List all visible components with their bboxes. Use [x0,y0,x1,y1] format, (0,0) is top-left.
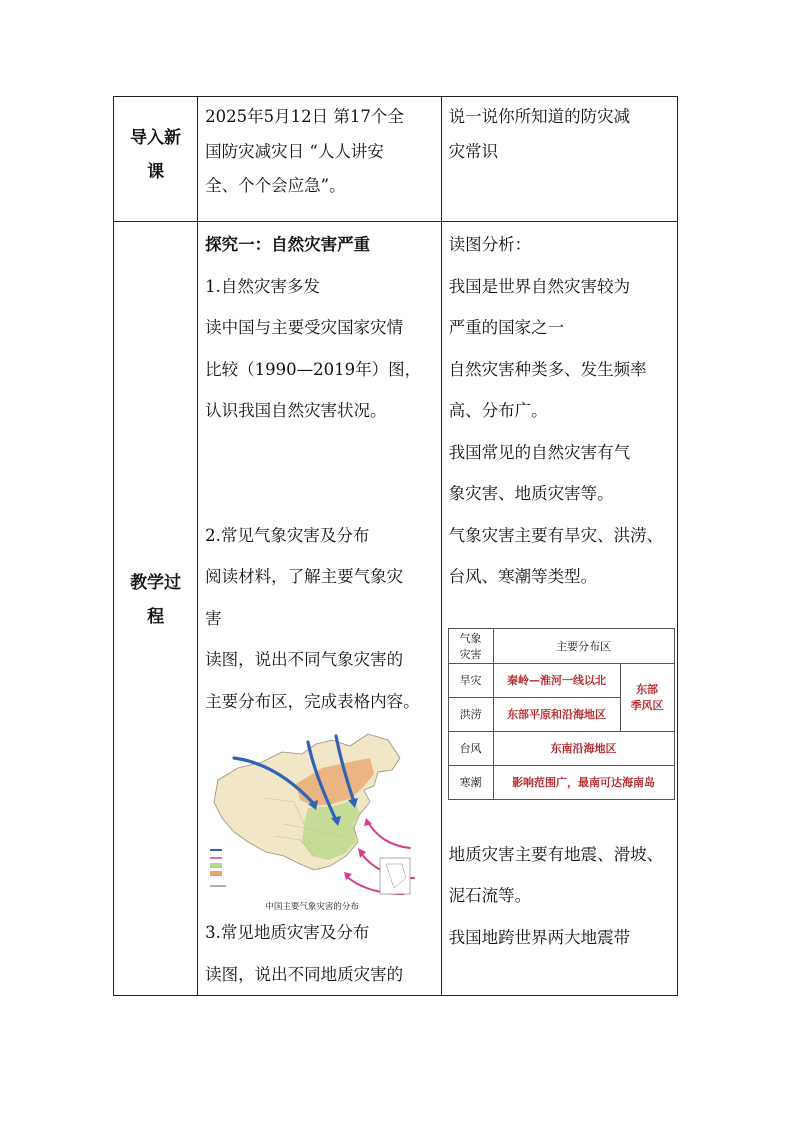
process-content-line: 读中国与主要受灾国家灾情 [205,318,404,337]
process-content-line: 1.自然灾害多发 [205,276,320,296]
section-heading: 探究一：自然灾害严重 [205,235,371,254]
dist-header-row [448,628,674,663]
dist-row [448,731,674,765]
map-caption: 中国主要气象灾害的分布 [265,902,359,912]
activity-line: 严重的国家之一 [448,318,565,337]
activity-line: 象灾害、地质灾害等。 [448,484,614,503]
dist-type: 台风 [448,731,493,765]
map-legend [210,850,226,886]
process-label-line: 程 [147,607,165,627]
intro-content-line: 全、个个会应急”。 [205,176,346,195]
activity-line: 读图分析： [448,235,532,254]
intro-row [114,97,678,222]
process-content-line: 比较（1990—2019年）图， [205,359,422,379]
dist-row [448,765,674,799]
dist-row [448,663,674,697]
intro-activity-line: 灾常识 [448,141,499,161]
intro-label-line: 导入新 [130,128,182,148]
dist-area: 秦岭—淮河一线以北 [493,663,620,697]
process-content-line: 害 [205,608,222,628]
intro-activity-line: 说一说你所知道的防灾减 [448,107,631,126]
activity-line: 台风、寒潮等类型。 [448,567,598,586]
activity-line: 我国常见的自然灾害有气 [448,442,631,462]
dist-type: 洪涝 [448,697,493,731]
intro-label [114,97,197,189]
dist-area: 东部平原和沿海地区 [493,697,620,731]
process-label [114,222,197,634]
activity-line: 泥石流等。 [448,886,532,905]
dist-area: 东南沿海地区 [493,731,674,765]
china-map-image [204,728,420,898]
weather-disaster-distribution-table [448,628,675,800]
process-content-cell [198,222,441,996]
intro-content-line: 2025年5月12日 第17个全 [205,107,404,126]
process-content-line: 读图，说出不同地质灾害的 [205,964,404,984]
process-label-line: 教学过 [130,573,182,593]
intro-content-line: 国防灾减灾日 “人人讲安 [205,141,384,161]
process-activity-cell [441,222,677,996]
dist-header-type: 气象 灾害 [448,628,493,663]
dist-type: 旱灾 [448,663,493,697]
process-content-line: 认识我国自然灾害状况。 [205,401,387,420]
intro-label-cell [114,97,198,222]
activity-line: 我国是世界自然灾害较为 [448,276,631,296]
activity-line: 自然灾害种类多、发生频率 [448,359,647,379]
process-content-line: 读图，说出不同气象灾害的 [205,650,404,669]
lesson-plan-table [113,96,678,996]
dist-area: 影响范围广，最南可达海南岛 [493,765,674,799]
dist-header-area: 主要分布区 [493,628,674,663]
activity-line: 我国地跨世界两大地震带 [448,927,631,947]
weather-disaster-map [204,728,420,910]
dist-type: 寒潮 [448,765,493,799]
process-content-line: 主要分布区，完成表格内容。 [205,691,420,711]
process-content-line: 2.常见气象灾害及分布 [205,525,370,545]
activity-line: 气象灾害主要有旱灾、洪涝、 [448,525,664,545]
activity-line: 地质灾害主要有地震、滑坡、 [448,844,664,864]
process-row [114,222,678,996]
intro-activity-cell [441,97,677,222]
process-content-line: 阅读材料，了解主要气象灾 [205,567,404,586]
dist-merged-area: 东部 季风区 [620,663,674,731]
process-content-line: 3.常见地质灾害及分布 [205,923,370,942]
intro-content-cell [198,97,441,222]
activity-line: 高、分布广。 [448,401,548,420]
intro-label-line: 课 [147,162,165,182]
process-label-cell [114,222,198,996]
